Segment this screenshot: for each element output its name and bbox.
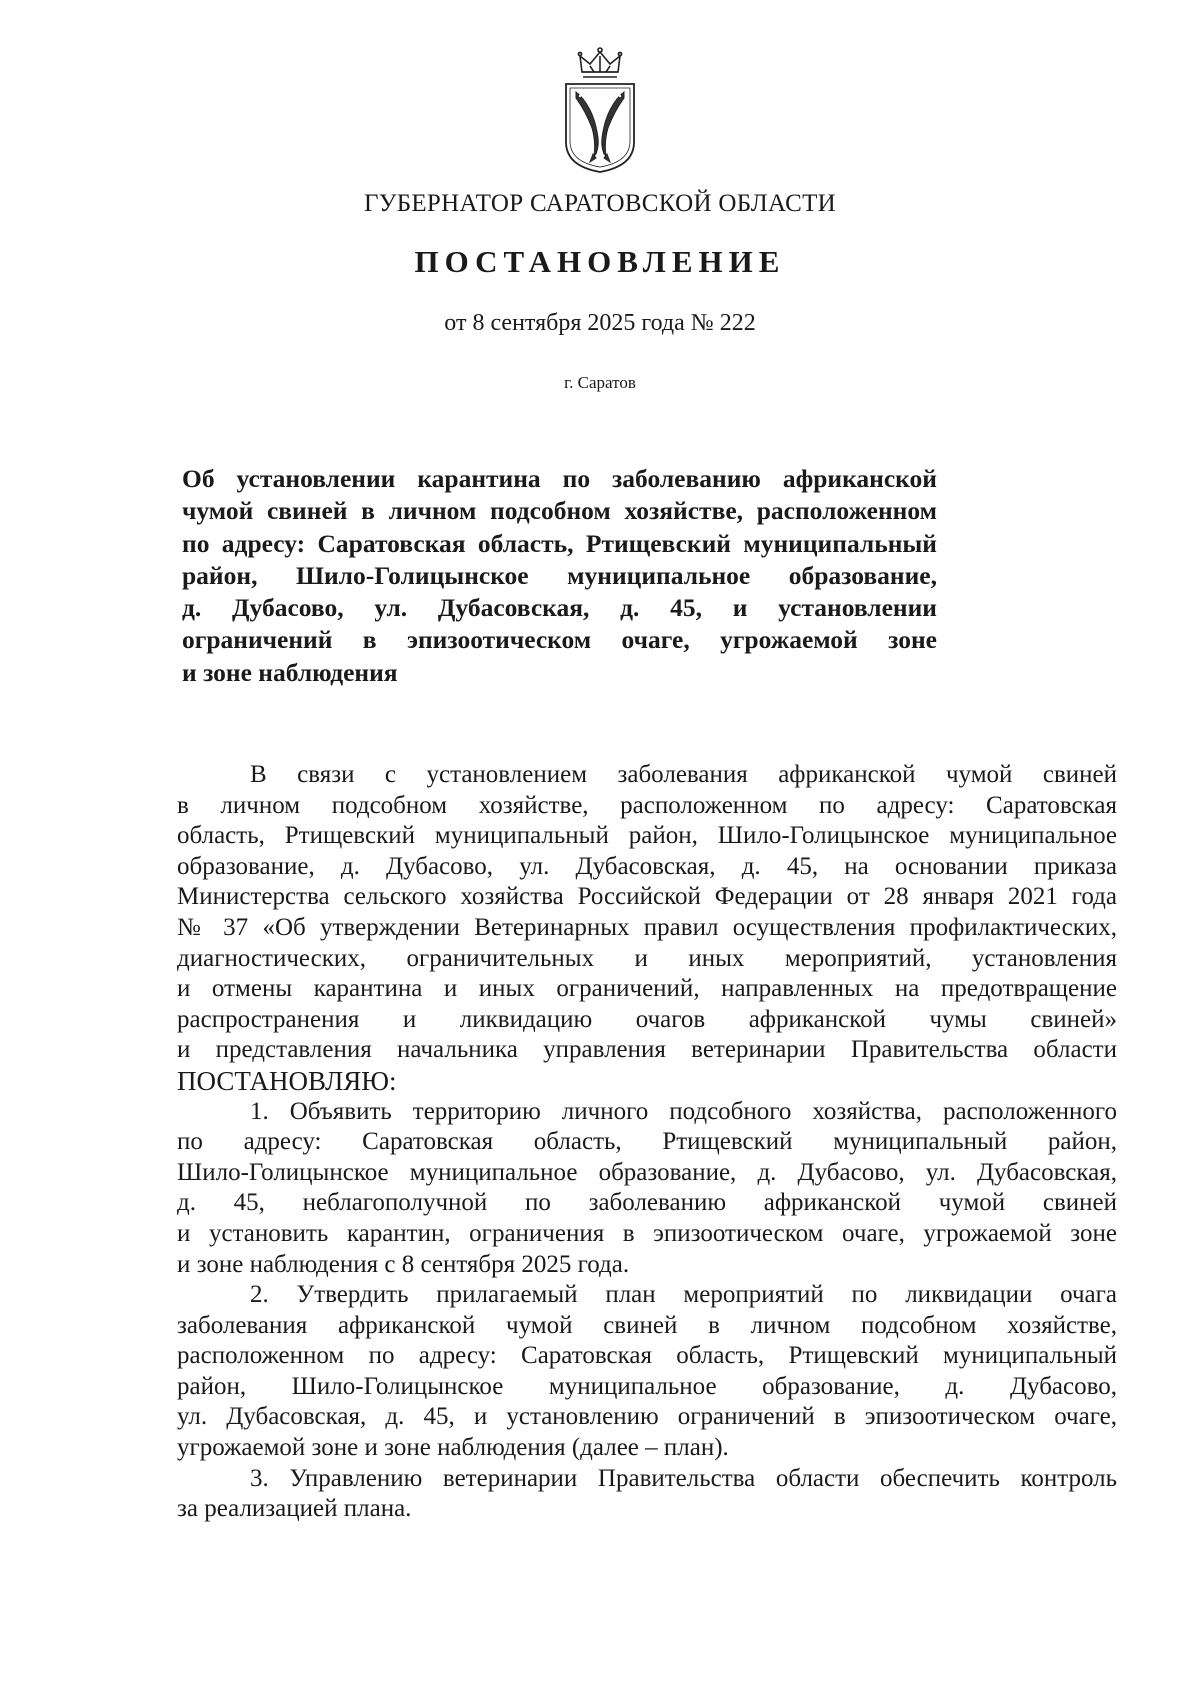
- body-line: заболевания африканской чумой свиней в личном подсобном хозяйстве,: [177, 1311, 1117, 1339]
- subject-line: д. Дубасово, ул. Дубасовская, д. 45, и установлении: [182, 593, 937, 623]
- body-line: 3. Управлению ветеринарии Правительства области обеспечить контроль: [250, 1464, 1117, 1492]
- body-line: 2. Утвердить прилагаемый план мероприятий по ликвидации очага: [250, 1281, 1117, 1309]
- decree-word: ПОСТАНОВЛЯЮ:: [177, 1065, 397, 1096]
- body-line: 1. Объявить территорию личного подсобного хозяйства, расположенного: [250, 1097, 1117, 1125]
- body-line: В связи с установлением заболевания африканской чумой свиней: [250, 761, 1117, 788]
- document-type-title: ПОСТАНОВЛЕНИЕ: [414, 244, 786, 279]
- body-line: Министерства сельского хозяйства Российской Федерации от 28 января 2021 года: [177, 883, 1117, 911]
- body-line: образование, д. Дубасово, ул. Дубасовская, д. 45, на основании приказа: [177, 852, 1117, 880]
- preamble-paragraph: [177, 760, 1200, 1097]
- document-subject: [182, 463, 937, 689]
- body-line: район, Шило-Голицынское муниципальное образование, д. Дубасово,: [177, 1372, 1117, 1400]
- body-line: распространения и ликвидацию очагов африканской чумы свиней»: [177, 1005, 1117, 1033]
- document-body: [177, 760, 1200, 1525]
- body-line: по адресу: Саратовская область, Ртищевский муниципальный район,: [177, 1128, 1117, 1156]
- body-line: диагностических, ограничительных и иных мероприятий, установления: [177, 944, 1117, 972]
- body-line: ул. Дубасовская, д. 45, и установлению ограничений в эпизоотическом очаге,: [177, 1403, 1117, 1431]
- body-line: д. 45, неблагополучной по заболеванию африканской чумой свиней: [177, 1189, 1117, 1217]
- subject-line: чумой свиней в личном подсобном хозяйстве, расположенном: [182, 496, 937, 526]
- body-line: Шило-Голицынское муниципальное образование, д. Дубасово, ул. Дубасовская,: [177, 1158, 1117, 1186]
- body-line: угрожаемой зоне и зоне наблюдения (далее – план).: [177, 1434, 729, 1462]
- body-line: и представления начальника управления ветеринарии Правительства области: [177, 1036, 1117, 1064]
- document-date-number: от 8 сентября 2025 года № 222: [444, 310, 756, 336]
- body-line: № 37 «Об утверждении Ветеринарных правил осуществления профилактических,: [177, 913, 1117, 941]
- document-city: г. Саратов: [564, 373, 636, 392]
- body-line: за реализацией плана.: [177, 1495, 412, 1523]
- subject-line: и зоне наблюдения: [182, 657, 398, 687]
- subject-line: ограничений в эпизоотическом очаге, угрожаемой зоне: [182, 625, 937, 655]
- body-line: расположенном по адресу: Саратовская область, Ртищевский муниципальный: [177, 1342, 1117, 1370]
- item-2-paragraph: [177, 1280, 1200, 1464]
- item-1-paragraph: [177, 1097, 1200, 1281]
- item-3-paragraph: [177, 1464, 1200, 1525]
- subject-line: Об установлении карантина по заболеванию африканской: [182, 464, 937, 493]
- body-line: и установить карантин, ограничения в эпизоотическом очаге, угрожаемой зоне: [177, 1219, 1117, 1247]
- body-line: область, Ртищевский муниципальный район, Шило-Голицынское муниципальное: [177, 822, 1117, 850]
- body-line: в личном подсобном хозяйстве, расположенном по адресу: Саратовская: [177, 791, 1117, 819]
- coat-of-arms-icon: [560, 46, 640, 174]
- subject-line: район, Шило-Голицынское муниципальное образование,: [182, 560, 937, 590]
- issuing-authority: ГУБЕРНАТОР САРАТОВСКОЙ ОБЛАСТИ: [363, 190, 837, 217]
- body-line: и зоне наблюдения с 8 сентября 2025 года.: [177, 1250, 630, 1278]
- subject-line: по адресу: Саратовская область, Ртищевский муниципальный: [182, 528, 937, 558]
- body-line: и отмены карантина и иных ограничений, направленных на предотвращение: [177, 975, 1117, 1003]
